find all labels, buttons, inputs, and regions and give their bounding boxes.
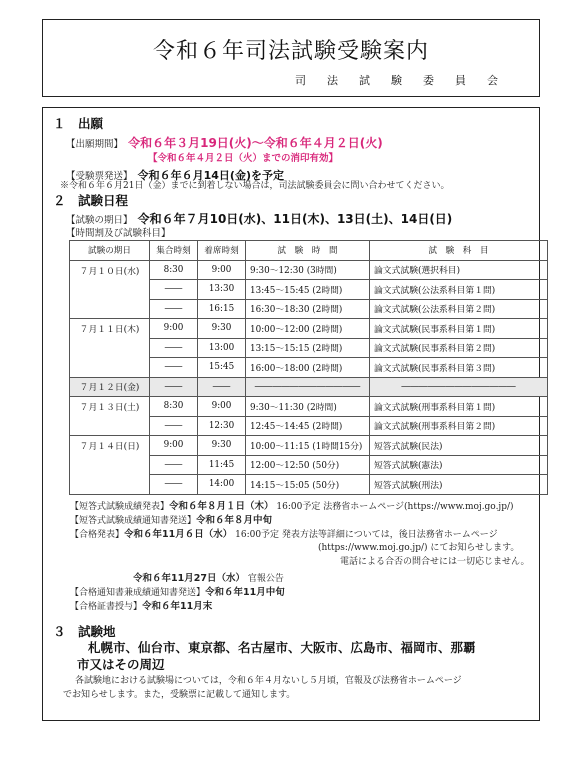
- pass-notice-dispatch-date: 令和６年11月中旬: [205, 587, 285, 598]
- pass-announcement-detail: 16:00予定 発表方法等詳細については，後日法務省ホームページ: [235, 530, 498, 540]
- cell-assembly: ――: [150, 377, 198, 397]
- cell-date: [70, 299, 150, 319]
- table-row: [70, 299, 548, 319]
- official-gazette-text: 官報公告: [247, 574, 284, 584]
- application-period: [66, 132, 383, 151]
- section-apply-heading: １ 出願: [53, 116, 104, 131]
- header-seating: 着席時刻: [198, 241, 246, 261]
- cell-exam-time: 13:45～15:45 (2時間): [246, 280, 370, 300]
- header-exam-time: 試 験 時 間: [246, 241, 370, 261]
- cell-exam-time: ――――――――――――: [246, 377, 370, 397]
- cell-assembly: ――: [150, 280, 198, 300]
- exam-dates-label: 【試験の期日】: [66, 215, 133, 226]
- cell-date: [70, 358, 150, 378]
- short-answer-result: [70, 498, 514, 512]
- table-row: [70, 280, 548, 300]
- ticket-dispatch-value: 令和６年６月14日(金)を予定: [137, 169, 284, 182]
- cell-date: [70, 338, 150, 358]
- cell-exam-time: 16:00～18:00 (2時間): [246, 358, 370, 378]
- cell-date: ７月１４日(日): [70, 436, 150, 456]
- short-answer-notice: [70, 512, 272, 526]
- official-gazette-date: 令和６年11月27日（水）: [133, 573, 245, 584]
- cell-assembly: 8:30: [150, 260, 198, 280]
- table-row: [70, 338, 548, 358]
- certificate-award-label: 【合格証書授与】: [70, 602, 143, 612]
- cell-assembly: ――: [150, 358, 198, 378]
- cell-subject: ―――――――――――――: [370, 377, 548, 397]
- pass-announcement-phone-note: 電話による合否の問合せには一切応じません。: [340, 557, 530, 567]
- cell-assembly: ――: [150, 299, 198, 319]
- cell-subject: 短答式試験(刑法): [370, 475, 548, 495]
- table-row: [70, 397, 548, 417]
- ticket-arrival-note: ※令和６年６月21日（金）までに到着しない場合は，司法試験委員会に問い合わせてください。: [60, 181, 450, 191]
- short-answer-result-detail: 16:00予定 法務省ホームページ(https://www.moj.go.jp/): [276, 502, 514, 512]
- header-date: 試験の期日: [70, 241, 150, 261]
- official-gazette: [133, 570, 284, 584]
- cell-assembly: ――: [150, 416, 198, 436]
- cell-seating: ――: [198, 377, 246, 397]
- cell-seating: 9:30: [198, 436, 246, 456]
- exam-cities-line2: 市又はその周辺: [77, 657, 165, 672]
- organization-name: 司 法 試 験 委 員 会: [295, 74, 503, 87]
- header-subject: 試 験 科 目: [370, 241, 548, 261]
- cell-seating: 12:30: [198, 416, 246, 436]
- short-answer-result-label: 【短答式試験成績発表】: [70, 502, 170, 512]
- cell-subject: 論文式試験(民事系科目第１問): [370, 319, 548, 339]
- cell-seating: 9:30: [198, 319, 246, 339]
- cell-date: ７月１３日(土): [70, 397, 150, 417]
- application-period-label: 【出願期間】: [66, 139, 124, 150]
- application-period-value: 令和６年３月19日(火)～令和６年４月２日(火): [128, 136, 383, 150]
- cell-assembly: ――: [150, 338, 198, 358]
- table-row-rest-day: [70, 377, 548, 397]
- cell-date: ７月１１日(木): [70, 319, 150, 339]
- section-location-heading: ３ 試験地: [53, 624, 116, 639]
- pass-notice-dispatch-label: 【合格通知書兼成績通知書発送】: [70, 588, 206, 598]
- cell-exam-time: 9:30～11:30 (2時間): [246, 397, 370, 417]
- location-note-line1: 各試験地における試験場については，令和６年４月ないし５月頃，官報及び法務省ホームページ: [75, 676, 462, 686]
- pass-notice-dispatch: [70, 584, 285, 598]
- short-answer-result-date: 令和６年８月１日（木）: [169, 501, 274, 512]
- cell-date: [70, 455, 150, 475]
- page-title: 令和６年司法試験受験案内: [152, 39, 429, 64]
- pass-announcement: [70, 526, 498, 540]
- cell-exam-time: 14:15～15:05 (50分): [246, 475, 370, 495]
- cell-assembly: ――: [150, 475, 198, 495]
- table-row: [70, 455, 548, 475]
- cell-seating: 15:45: [198, 358, 246, 378]
- cell-exam-time: 13:15～15:15 (2時間): [246, 338, 370, 358]
- cell-exam-time: 10:00～11:15 (1時間15分): [246, 436, 370, 456]
- pass-announcement-date: 令和６年11月６日（水）: [124, 529, 233, 540]
- cell-exam-time: 16:30～18:30 (2時間): [246, 299, 370, 319]
- cell-date: ７月１０日(水): [70, 260, 150, 280]
- cell-subject: 短答式試験(民法): [370, 436, 548, 456]
- exam-dates-value: 令和６年７月10日(水)、11日(木)、13日(土)、14日(日): [137, 212, 453, 226]
- pass-announcement-url: (https://www.moj.go.jp/) にてお知らせします。: [318, 543, 520, 553]
- cell-subject: 論文式試験(刑事系科目第２問): [370, 416, 548, 436]
- cell-seating: 16:15: [198, 299, 246, 319]
- table-row: [70, 358, 548, 378]
- cell-exam-time: 10:00～12:00 (2時間): [246, 319, 370, 339]
- location-note-line2: でお知らせします。また，受験票に記載して通知します。: [63, 690, 296, 700]
- cell-subject: 論文式試験(刑事系科目第１問): [370, 397, 548, 417]
- cell-seating: 11:45: [198, 455, 246, 475]
- cell-exam-time: 12:45～14:45 (2時間): [246, 416, 370, 436]
- cell-seating: 13:00: [198, 338, 246, 358]
- short-answer-notice-date: 令和６年８月中旬: [196, 515, 273, 526]
- title-box: [42, 19, 540, 97]
- certificate-award-date: 令和６年11月末: [142, 601, 213, 612]
- ticket-dispatch-label: 【受験票発送】: [66, 171, 133, 182]
- table-header-row: [70, 241, 548, 261]
- table-row: [70, 416, 548, 436]
- cell-seating: 14:00: [198, 475, 246, 495]
- cell-exam-time: 12:00～12:50 (50分): [246, 455, 370, 475]
- cell-subject: 論文式試験(公法系科目第１問): [370, 280, 548, 300]
- cell-assembly: 9:00: [150, 319, 198, 339]
- cell-subject: 論文式試験(民事系科目第２問): [370, 338, 548, 358]
- cell-subject: 論文式試験(民事系科目第３問): [370, 358, 548, 378]
- cell-date: ７月１２日(金): [70, 377, 150, 397]
- certificate-award: [70, 598, 212, 612]
- cell-assembly: 9:00: [150, 436, 198, 456]
- postmark-note: 【令和６年４月２日（火）までの消印有効】: [148, 153, 339, 164]
- cell-date: [70, 416, 150, 436]
- cell-assembly: 8:30: [150, 397, 198, 417]
- cell-exam-time: 9:30～12:30 (3時間): [246, 260, 370, 280]
- cell-subject: 論文式試験(公法系科目第２問): [370, 299, 548, 319]
- cell-seating: 9:00: [198, 260, 246, 280]
- exam-cities-line1: 札幌市、仙台市、東京都、名古屋市、大阪市、広島市、福岡市、那覇: [88, 640, 476, 655]
- short-answer-notice-label: 【短答式試験成績通知書発送】: [70, 516, 197, 526]
- cell-seating: 9:00: [198, 397, 246, 417]
- schedule-table: [69, 240, 548, 495]
- table-row: [70, 319, 548, 339]
- cell-date: [70, 280, 150, 300]
- table-row: [70, 260, 548, 280]
- section-schedule-heading: ２ 試験日程: [53, 193, 129, 208]
- cell-subject: 論文式試験(選択科目): [370, 260, 548, 280]
- cell-assembly: ――: [150, 455, 198, 475]
- pass-announcement-label: 【合格発表】: [70, 530, 125, 540]
- timetable-label: 【時間割及び試験科目】: [66, 228, 171, 239]
- cell-seating: 13:30: [198, 280, 246, 300]
- cell-subject: 短答式試験(憲法): [370, 455, 548, 475]
- cell-date: [70, 475, 150, 495]
- header-assembly: 集合時刻: [150, 241, 198, 261]
- table-row: [70, 436, 548, 456]
- table-row: [70, 475, 548, 495]
